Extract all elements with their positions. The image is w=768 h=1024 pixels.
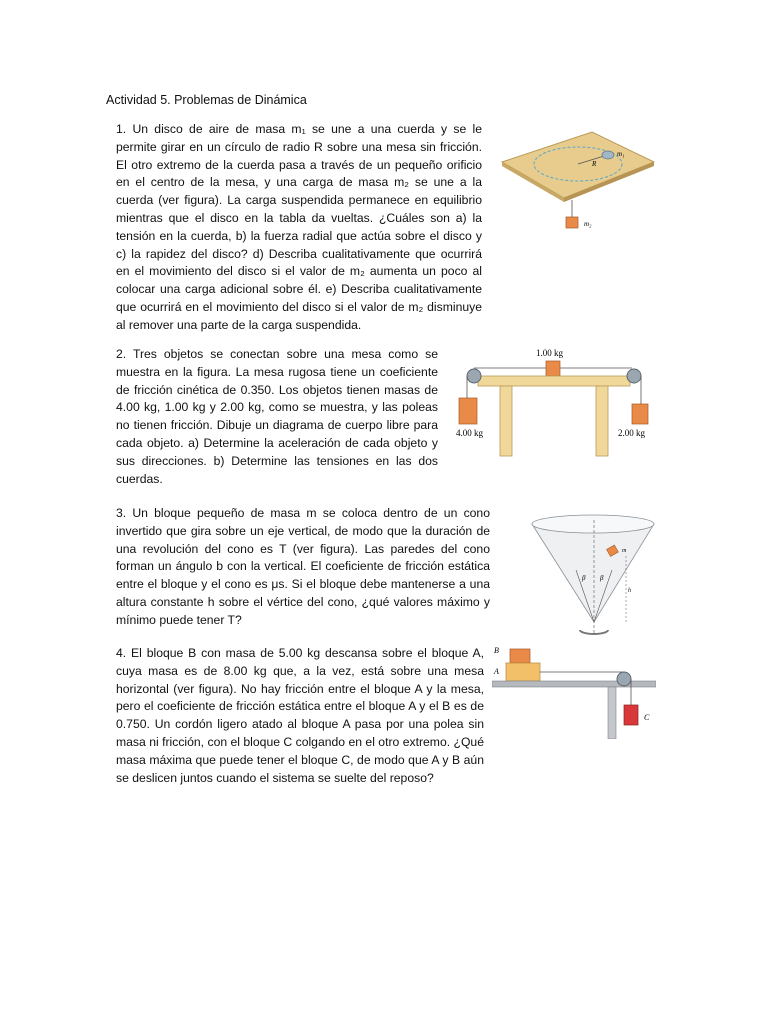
- problem-1-text: 1. Un disco de aire de masa m₁ se une a una cuerda y se le permite girar en un círculo de radio R sobre una mesa sin fricción. El otro extremo de la cuerda pasa a través de un pequeño orificio en el centro de la mesa, y una carga de masa m₂ se une a la cuerda (ver figura). La carga suspendida permanece en equilibrio mientras que el disco en la tabla da vueltas. ¿Cuáles son a) la tensión en la cuerda, b) la fuerza radial que actúa sobre el disco y c) la rapidez del disco? d) Describa cualitativamente que ocurrirá en el movimiento del disco si el valor de m₂ aumenta un poco al colocar una carga adicional sobre él. e) Describa cualitativamente que ocurrirá en el movimiento del disco si el valor de m₂ disminuye al remover una parte de la carga suspendida.: [116, 122, 482, 332]
- pulley-right: [627, 369, 641, 383]
- page-title: Actividad 5. Problemas de Dinámica: [106, 93, 307, 107]
- figure-2-three-objects: [456, 346, 656, 458]
- figure-4-stacked-blocks: [492, 643, 656, 739]
- problem-3-text: 3. Un bloque pequeño de masa m se coloca dentro de un cono invertido que gira sobre un eje vertical, de modo que la duración de una revolución del cono es T (ver figura). Las paredes del cono forman un ángulo b con la vertical. El coeficiente de fricción estática entre el bloque y el cono es μs. Si el bloque debe mantenerse a una altura constante h sobre el vértice del cono, ¿qué valores máximo y mínimo puede tener T?: [116, 506, 490, 627]
- puck: [602, 151, 614, 159]
- cone-rim: [532, 515, 654, 533]
- label-right-mass: 2.00 kg: [618, 428, 645, 438]
- pulley-left: [467, 369, 481, 383]
- label-mid-mass: 1.00 kg: [536, 348, 563, 358]
- label-B: B: [494, 646, 499, 655]
- label-m2: m₂: [584, 220, 592, 228]
- label-beta-left: β: [582, 574, 586, 582]
- label-m1: m₁: [617, 150, 625, 158]
- table-top: [502, 132, 654, 198]
- hanging-mass: [566, 217, 578, 228]
- problem-4-text: 4. El bloque B con masa de 5.00 kg descansa sobre el bloque A, cuya masa es de 8.00 kg que, a la vez, está sobre una mesa horizontal (ver figura). No hay fricción entre el bloque A y la mesa, pero el coeficiente de fricción estática entre el bloque A y el B es de 0.750. Un cordón ligero atado al bloque A pasa por una polea sin masa ni fricción, con el bloque C colgando en el otro extremo. ¿Qué masa máxima que puede tener el bloque C, de modo que A y B aún se deslicen juntos cuando el sistema se suelte del reposo?: [116, 646, 484, 785]
- block-C: [624, 705, 638, 725]
- table-top: [492, 681, 656, 687]
- label-left-mass: 4.00 kg: [456, 428, 483, 438]
- block-A: [506, 663, 540, 681]
- figure-3-cone: [528, 510, 658, 640]
- pulley: [617, 672, 631, 686]
- cone-body: [532, 524, 654, 622]
- figure-1-air-puck: [500, 122, 656, 234]
- table-leg: [608, 687, 616, 739]
- left-block: [459, 398, 477, 424]
- label-C: C: [644, 713, 650, 722]
- right-block: [632, 404, 648, 424]
- label-beta-right: β: [600, 574, 604, 582]
- table-top: [478, 376, 630, 386]
- problem-2-text: 2. Tres objetos se conectan sobre una mesa como se muestra en la figura. La mesa rugosa tiene un coeficiente de fricción cinética de 0.350. Los objetos tienen masas de 4.00 kg, 1.00 kg y 2.00 kg, como se muestra, y las poleas no tienen fricción. Dibuje un diagrama de cuerpo libre para cada objeto. a) Determine la aceleración de cada objeto y sus direcciones. b) Determine las tensiones en las dos cuerdas.: [116, 347, 438, 486]
- label-A: A: [494, 667, 499, 676]
- table-leg-right: [596, 386, 608, 456]
- mid-block: [546, 361, 560, 376]
- label-R: R: [592, 160, 597, 168]
- label-h: h: [628, 588, 631, 594]
- table-leg-left: [500, 386, 512, 456]
- block-B: [510, 649, 530, 663]
- label-m: m: [622, 548, 627, 554]
